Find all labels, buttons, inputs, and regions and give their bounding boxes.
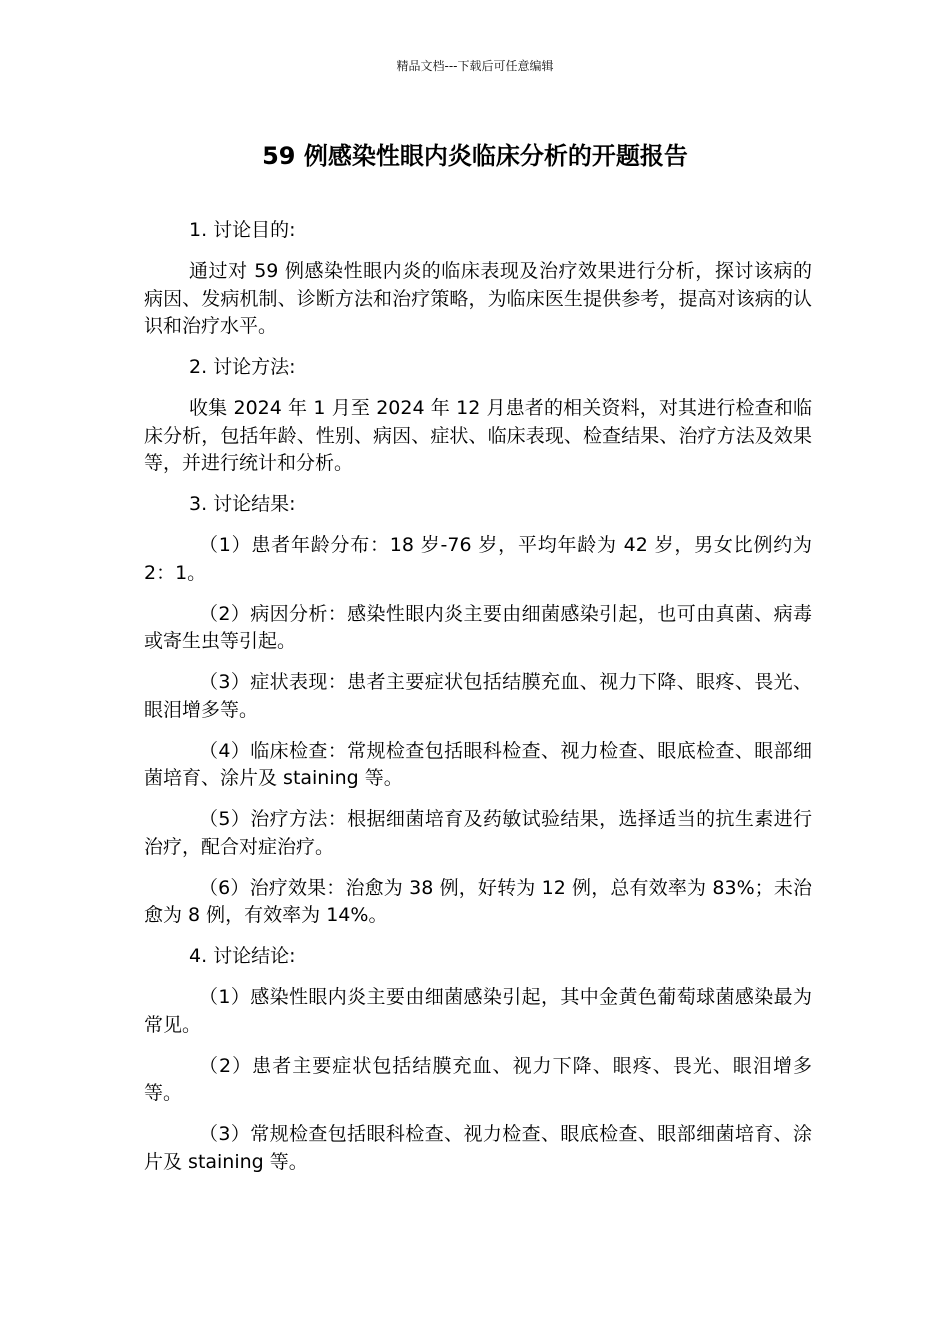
document-title: 59 例感染性眼内炎临床分析的开题报告 xyxy=(262,142,688,170)
paragraph-purpose: 通过对 59 例感染性眼内炎的临床表现及治疗效果进行分析，探讨该病的病因、发病机制、诊断方法和治疗策略，为临床医生提供参考，提高对该病的认识和治疗水平。 xyxy=(144,260,812,337)
conclusion-item-3: （3）常规检查包括眼科检查、视力检查、眼底检查、眼部细菌培育、涂片及 staining 等。 xyxy=(144,1123,812,1173)
result-item-3: （3）症状表现：患者主要症状包括结膜充血、视力下降、眼疼、畏光、眼泪增多等。 xyxy=(144,671,812,721)
document-body xyxy=(144,217,812,1190)
section-heading-conclusion: 4. 讨论结论: xyxy=(189,945,296,967)
result-item-2: （2）病因分析：感染性眼内炎主要由细菌感染引起，也可由真菌、病毒或寄生虫等引起。 xyxy=(144,602,812,652)
result-item-5: （5）治疗方法：根据细菌培育及药敏试验结果，选择适当的抗生素进行治疗，配合对症治疗。 xyxy=(144,808,812,858)
result-item-1: （1）患者年龄分布：18 岁-76 岁，平均年龄为 42 岁，男女比例约为 2：1。 xyxy=(144,534,812,584)
paragraph-method: 收集 2024 年 1 月至 2024 年 12 月患者的相关资料，对其进行检查和临床分析，包括年龄、性别、病因、症状、临床表现、检查结果、治疗方法及效果等，并进行统计和分析。 xyxy=(144,397,812,474)
section-heading-method: 2. 讨论方法: xyxy=(189,356,296,378)
conclusion-item-2: （2）患者主要症状包括结膜充血、视力下降、眼疼、畏光、眼泪增多等。 xyxy=(144,1054,812,1104)
page-header-watermark: 精品文档---下载后可任意编辑 xyxy=(396,59,554,73)
conclusion-item-1: （1）感染性眼内炎主要由细菌感染引起，其中金黄色葡萄球菌感染最为常见。 xyxy=(144,986,812,1036)
result-item-6: （6）治疗效果：治愈为 38 例，好转为 12 例，总有效率为 83%；未治愈为 8 例，有效率为 14%。 xyxy=(144,876,812,926)
section-heading-results: 3. 讨论结果: xyxy=(189,493,296,515)
result-item-4: （4）临床检查：常规检查包括眼科检查、视力检查、眼底检查、眼部细菌培育、涂片及 staining 等。 xyxy=(144,739,812,789)
section-heading-purpose: 1. 讨论目的: xyxy=(189,219,296,241)
